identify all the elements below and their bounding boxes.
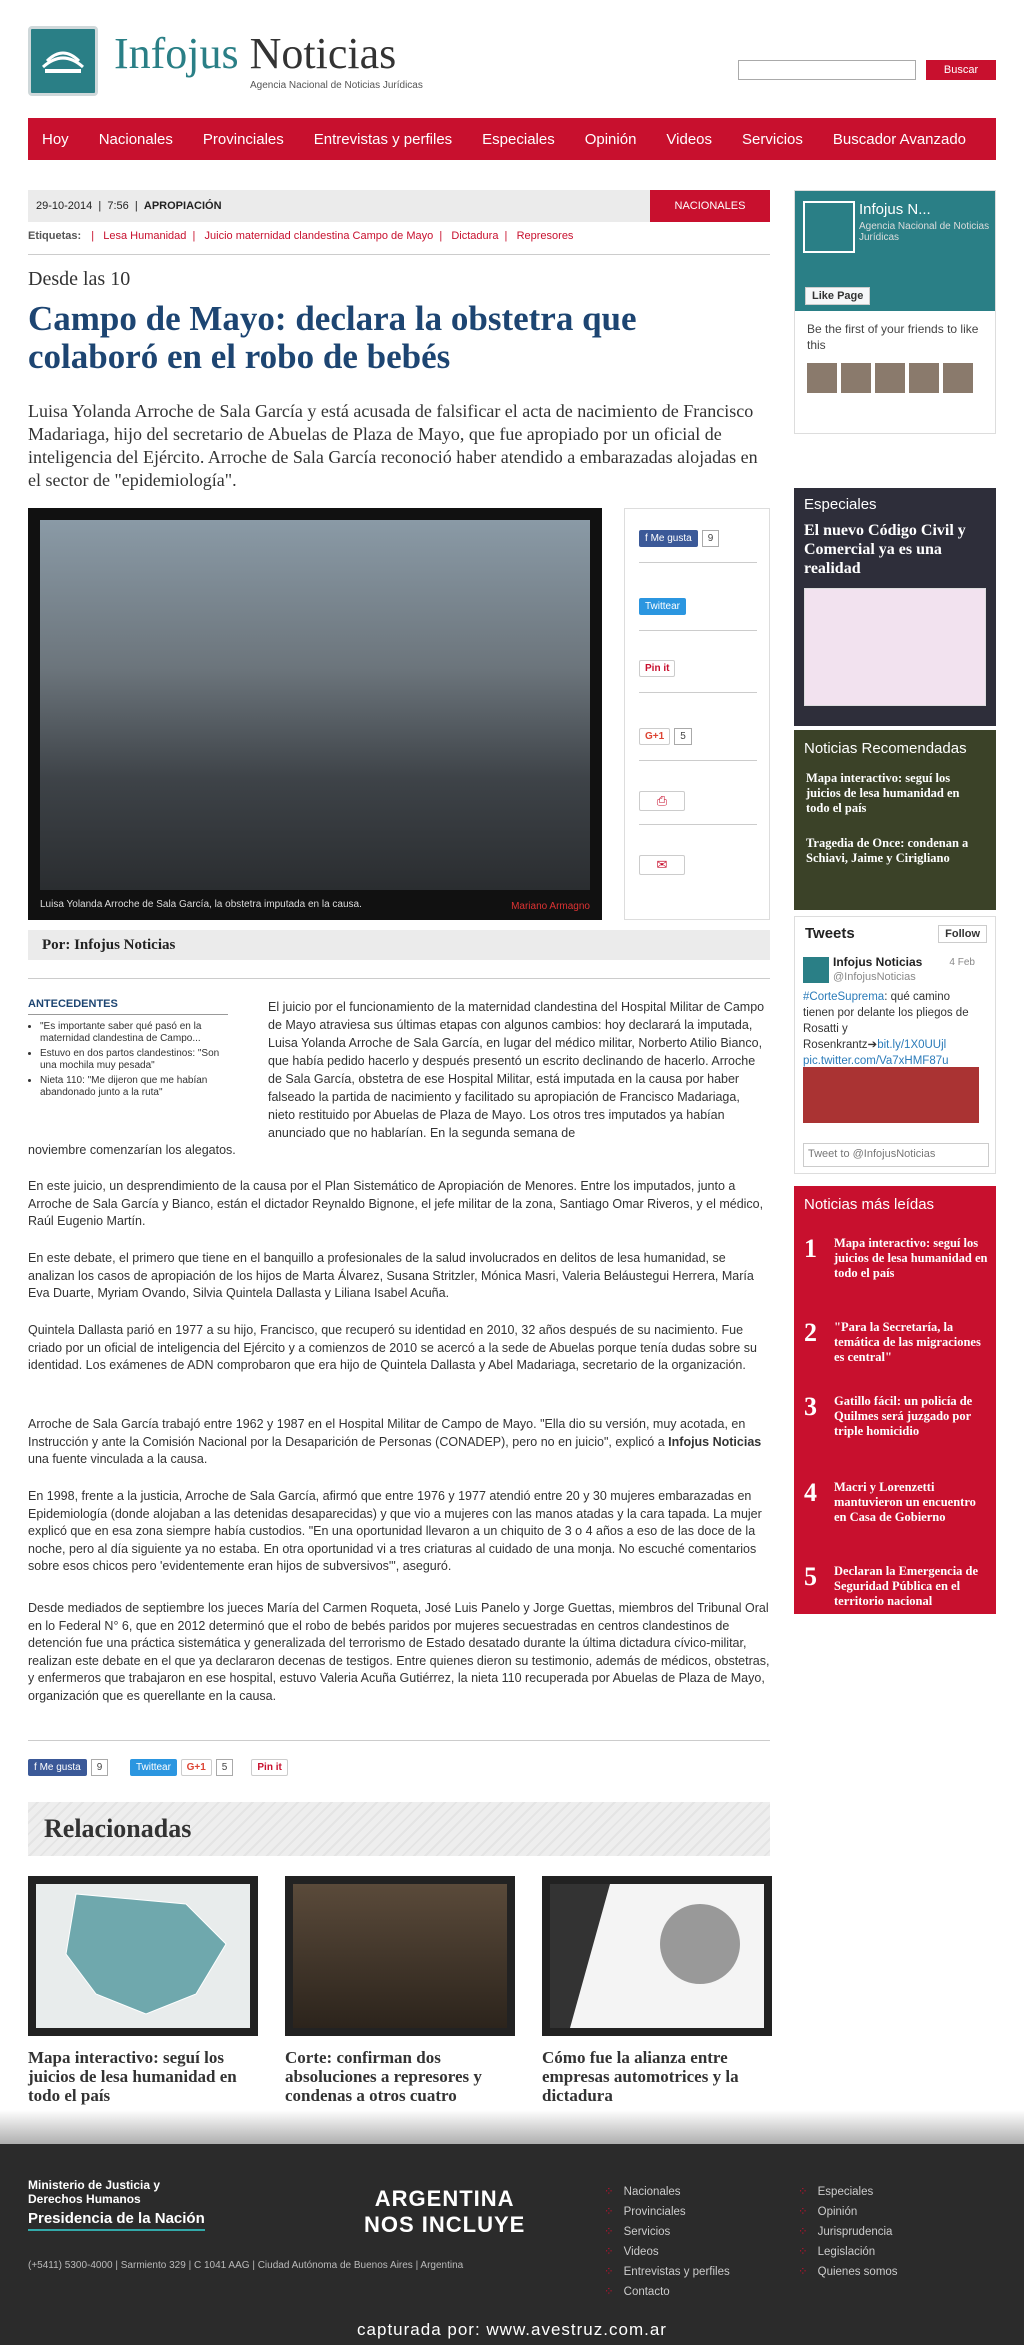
twitter-widget <box>794 916 996 1174</box>
twitter-button[interactable]: Twittear <box>130 1759 177 1776</box>
facebook-page-name[interactable]: Infojus N... <box>859 201 931 218</box>
nav-nacionales[interactable]: Nacionales <box>98 130 173 148</box>
nav-opinion[interactable]: Opinión <box>584 130 637 148</box>
footer-link[interactable]: ⁘ Quienes somos <box>798 2262 898 2282</box>
google-plus-button[interactable]: G+1 <box>181 1759 212 1776</box>
article-headline: Campo de Mayo: declara la obstetra que colaboró en el robo de bebés <box>28 299 637 376</box>
twitter-user[interactable]: Infojus Noticias <box>833 955 923 969</box>
footer-address: (+5411) 5300-4000 | Sarmiento 329 | C 1041 AAG | Ciudad Autónoma de Buenos Aires | Argentina <box>28 2260 464 2271</box>
footer-link[interactable]: ⁘ Legislación <box>798 2242 898 2262</box>
nav-videos[interactable]: Videos <box>666 130 713 148</box>
related-card-title: Corte: confirman dos absoluciones a represores y condenas a otros cuatro <box>285 2048 482 2105</box>
article-paragraph: Quintela Dallasta parió en 1977 a su hijo, Francisco, que recuperó su identidad en 2010, 32 años después de su nacimiento. Fue criado por un oficial de inteligencia del Ejército y a comienzos de 2010 se acercó a la sede de Abuelas porque tenía dudas sobre su identidad. Los exámenes de ADN comprobaron que era hijo de Quintela Dallasta y Abel Madariaga, secretario de la organización. <box>28 1323 757 1372</box>
tweets-title: Tweets <box>805 925 855 942</box>
article-paragraph: Arroche de Sala García trabajó entre 1962 y 1987 en el Hospital Militar de Campo de Mayo. "Ella dio su versión, muy acotada, en Instrucción y ante la Comisión Nacional por la Desaparición de Personas (CONADEP), pero no en juicio", explicó a Infojus Noticias una fuente vinculada a la causa. <box>28 1417 762 1466</box>
facebook-page-sub: Agencia Nacional de Noticias Jurídicas <box>859 221 990 243</box>
search-button[interactable]: Buscar <box>926 60 996 80</box>
ministerio-logo[interactable]: Ministerio de Justicia y Derechos Humanos <box>28 2178 161 2206</box>
pinterest-button[interactable]: Pin it <box>639 660 675 677</box>
antecedente-link[interactable]: • "Es importante saber qué pasó en la maternidad clandestina de Campo... <box>40 1021 228 1045</box>
facebook-friends-text: Be the first of your friends to like this <box>807 322 979 352</box>
share-bar-bottom <box>28 1758 770 1778</box>
article-paragraph: noviembre comenzarían los alegatos. <box>28 1143 236 1157</box>
antecedentes-title: ANTECEDENTES <box>28 998 228 1015</box>
article-paragraph: Desde mediados de septiembre los jueces María del Carmen Roqueta, José Luis Panelo y Jorge Guettas, miembros del Tribunal Oral en lo Federal N° 6, que en 2012 determinó que el robo de bebés paridos por mujeres secuestradas en centros clandestinos de detención fue una práctica sistemática y generalizada del terrorismo de Estado desatado durante la última dictadura cívico-militar, realizan este debate en el que ya declararon decenas de testigos. Entre quienes dieron su testimonio, además de médicos, obstetras, y enfermeros que trabajaron en ese hospital, estuvo Valeria Acuña Gutiérrez, la nieta 110 recuperada por Abuelas de Plaza de Mayo, organización que es querellante en la causa. <box>28 1601 770 1703</box>
divider <box>28 978 770 979</box>
facebook-like-button[interactable]: f Me gusta <box>28 1759 87 1776</box>
tweet-date: 4 Feb <box>949 957 975 968</box>
article-byline: Por: Infojus Noticias <box>28 930 770 960</box>
pinterest-button[interactable]: Pin it <box>251 1759 287 1776</box>
related-image <box>542 1876 772 2036</box>
presidencia-logo[interactable]: Presidencia de la Nación <box>28 2210 205 2231</box>
google-plus-count: 5 <box>674 728 692 745</box>
footer-link[interactable]: ⁘ Provinciales <box>604 2202 730 2222</box>
logo-word-1: Infojus <box>114 29 239 78</box>
article-date: 29-10-2014 <box>36 200 93 212</box>
divider <box>28 254 770 255</box>
photo-caption: Luisa Yolanda Arroche de Sala García, la obstetra imputada en la causa. <box>40 899 362 910</box>
related-image <box>28 1876 258 2036</box>
site-footer <box>0 2144 1024 2345</box>
tag-link[interactable]: Lesa Humanidad <box>103 230 187 242</box>
tags-bar: Etiquetas: | Lesa Humanidad | Juicio maternidad clandestina Campo de Mayo | Dictadura | Represores <box>28 230 574 242</box>
facebook-count: 9 <box>702 530 720 547</box>
twitter-button[interactable]: Twittear <box>639 598 686 615</box>
footer-link[interactable]: ⁘ Servicios <box>604 2222 730 2242</box>
article-paragraph: En este debate, el primero que tiene en el banquillo a profesionales de la salud involucrados en delitos de lesa humanidad, se analizan los casos de apropiación de los hijos de Marta Álvarez, Susana Stritzler, Mónica Masri, Valeria Beláustegui Herrera, María Eva Duarte, Myriam Ovando, Silvia Quintela Dallasta y Liliana Isabel Acuña. <box>28 1251 754 1300</box>
antecedentes-box <box>28 998 228 1102</box>
nav-servicios[interactable]: Servicios <box>742 130 803 148</box>
print-icon[interactable]: ⎙ <box>639 791 685 811</box>
footer-fade <box>0 2110 1024 2146</box>
related-card-title: Mapa interactivo: seguí los juicios de lesa humanidad en todo el país <box>28 2048 237 2105</box>
logo-title[interactable] <box>114 29 397 78</box>
article-kicker: Desde las 10 <box>28 268 131 290</box>
nav-entrevistas[interactable]: Entrevistas y perfiles <box>313 130 453 148</box>
tag-link[interactable]: Represores <box>516 230 574 242</box>
article-time: 7:56 <box>107 200 129 212</box>
footer-link[interactable]: ⁘ Contacto <box>604 2282 730 2302</box>
article-photo[interactable] <box>28 508 602 920</box>
footer-link[interactable]: ⁘ Entrevistas y perfiles <box>604 2262 730 2282</box>
logo-subtitle: Agencia Nacional de Noticias Jurídicas <box>250 80 423 91</box>
nav-hoy[interactable]: Hoy <box>42 130 69 148</box>
twitter-handle: @InfojusNoticias <box>833 971 916 983</box>
photo-credit: Mariano Armagno <box>511 901 590 912</box>
google-plus-count: 5 <box>216 1759 234 1776</box>
article-section: APROPIACIÓN <box>143 200 222 212</box>
article-paragraph: En este juicio, un desprendimiento de la causa por el Plan Sistemático de Apropiación de Menores. Entre los imputados, junto a Arroche de Sala García y Bianco, están el dictador Reynaldo Bignone, el jefe militar de la zona, Santiago Omar Riveros, y el médico, Raúl Eugenio Martín. <box>28 1179 764 1228</box>
facebook-widget <box>794 190 996 434</box>
tag-link[interactable]: Dictadura <box>451 230 499 242</box>
recomendadas-box <box>794 730 996 910</box>
search-input[interactable] <box>738 60 916 80</box>
photo-image <box>40 520 590 890</box>
antecedente-link[interactable]: • Estuvo en dos partos clandestinos: "Son una mochila muy pesada" <box>40 1048 228 1072</box>
facebook-faces <box>795 363 995 393</box>
google-plus-button[interactable]: G+1 <box>639 728 670 745</box>
tweet-input[interactable]: Tweet to @InfojusNoticias <box>803 1143 989 1167</box>
mas-leidas-box: Noticias más leídas 1 Mapa interactivo: seguí los juicios de lesa humanidad en todo el país 2 "Para la Secretaría, la temática de las migraciones es central" 3 Gatillo fácil: un policía de Quilmes será juzgado por triple homicidio 4 Macri y Lorenzetti mantuvieron un encuentro en Casa de Gobierno 5 Declaran la Emergencia de Seguridad Pública en el territorio nacional <box>794 1186 996 1614</box>
site-header <box>28 0 996 120</box>
follow-button[interactable]: Follow <box>938 925 987 943</box>
recomendada-link[interactable]: Tragedia de Once: condenan a Schiavi, Jaime y Cirigliano <box>806 836 969 865</box>
especiales-headline[interactable]: El nuevo Código Civil y Comercial ya es una realidad <box>804 522 966 577</box>
article-meta: 29-10-2014 | 7:56 | APROPIACIÓN NACIONALES <box>28 190 770 222</box>
related-title: Relacionadas <box>28 1802 770 1856</box>
recomendadas-title: Noticias Recomendadas <box>804 740 967 757</box>
article-lead: Luisa Yolanda Arroche de Sala García y está acusada de falsificar el acta de nacimiento de Francisco Madariaga, hijo del secretario de Abuelas de Plaza de Mayo, que fue apropiado por un oficial de inteligencia del Ejército. Arroche de Sala García reconoció haber atendido a embarazadas alojadas en el sector de "epidemiología". <box>28 401 758 490</box>
related-card[interactable] <box>542 1876 772 2105</box>
capture-credit: capturada por: www.avestruz.com.ar <box>357 2320 667 2339</box>
related-image <box>285 1876 515 2036</box>
facebook-page-logo[interactable] <box>803 201 855 253</box>
mas-leidas-title: Noticias más leídas <box>804 1196 935 1213</box>
especiales-title: Especiales <box>804 496 877 513</box>
footer-links-1 <box>604 2182 730 2302</box>
related-card[interactable] <box>285 1876 515 2105</box>
argentina-logo[interactable]: ARGENTINA NOS INCLUYE <box>364 2186 526 2237</box>
category-badge[interactable]: NACIONALES <box>650 190 770 222</box>
twitter-avatar[interactable] <box>803 957 829 983</box>
logo-word-2: Noticias <box>249 29 397 78</box>
nav-provinciales[interactable]: Provinciales <box>202 130 284 148</box>
tweet-text: #CorteSuprema: qué camino tienen por delante los pliegos de Rosatti y Rosenkrantz➔bit.ly/1X0UUjl pic.twitter.com/Va7xHMF87u <box>803 991 969 1067</box>
nav-buscador[interactable]: Buscador Avanzado <box>832 130 967 148</box>
divider <box>28 1740 770 1741</box>
antecedente-link[interactable]: • Nieta 110: "Me dijeron que me habían abandonado junto a la ruta" <box>40 1075 228 1099</box>
footer-link[interactable]: ⁘ Jurisprudencia <box>798 2222 898 2242</box>
article-paragraph: En 1998, frente a la justicia, Arroche de Sala García, afirmó que entre 1976 y 1977 atendió entre 20 y 30 mujeres embarazadas en Epidemiología (donde alojaban a las detenidas desaparecidas) y que vio a mujeres con las manos atadas y la cara tapada. La mujer explicó que en esa zona siempre había custodios. "En una oportunidad llevaron a un chiquito de 3 o 4 años a eso de las doce de la noche, pero al día siguiente ya no estaba. En otra oportunidad vi a tres criaturas al cuidado de una monja. No escuché comentarios sobre esos chicos pero 'evidentemente eran hijos de subversivos'", aseguró. <box>28 1489 762 1573</box>
like-page-button[interactable]: Like Page <box>805 287 870 305</box>
footer-link[interactable]: ⁘ Especiales <box>798 2182 898 2202</box>
tweet-image[interactable] <box>803 1067 979 1123</box>
footer-link[interactable]: ⁘ Nacionales <box>604 2182 730 2202</box>
footer-link[interactable]: ⁘ Videos <box>604 2242 730 2262</box>
footer-links-2 <box>798 2182 898 2282</box>
article-paragraph: El juicio por el funcionamiento de la maternidad clandestina del Hospital Militar de Campo de Mayo atraviesa sus últimas etapas con algunos cambios: hoy declarará la imputada, Luisa Yolanda Arroche de Sala García, en lugar del médico militar, Norberto Atilio Bianco, que había pedido hacerlo y después presentó un escrito declinando de hacerlo. Arroche de Sala García, obstetra de ese Hospital Militar, está imputada en la causa por haber falseado la partida de nacimiento y facilitado su apropiación de Francisco Madariaga, nieto restituido por Abuelas de Plaza de Mayo. Los otros tres imputados ya habían anunciado que no hablarían. En la segunda semana de <box>268 1000 765 1140</box>
related-card[interactable] <box>28 1876 258 2105</box>
facebook-count: 9 <box>91 1759 109 1776</box>
nav-especiales[interactable]: Especiales <box>482 130 555 148</box>
facebook-like-button[interactable]: f Me gusta <box>639 530 698 547</box>
especiales-box[interactable] <box>794 488 996 726</box>
especiales-image[interactable] <box>804 588 986 706</box>
tags-label: Etiquetas: <box>28 230 82 242</box>
recomendada-link[interactable]: Mapa interactivo: seguí los juicios de lesa humanidad en todo el país <box>806 771 960 815</box>
related-card-title: Cómo fue la alianza entre empresas automotrices y la dictadura <box>542 2048 739 2105</box>
email-icon[interactable]: ✉ <box>639 855 685 875</box>
main-nav <box>28 118 996 160</box>
footer-link[interactable]: ⁘ Opinión <box>798 2202 898 2222</box>
share-column <box>624 508 770 920</box>
tag-link[interactable]: Juicio maternidad clandestina Campo de Mayo <box>204 230 434 242</box>
logo-icon[interactable] <box>28 26 98 96</box>
